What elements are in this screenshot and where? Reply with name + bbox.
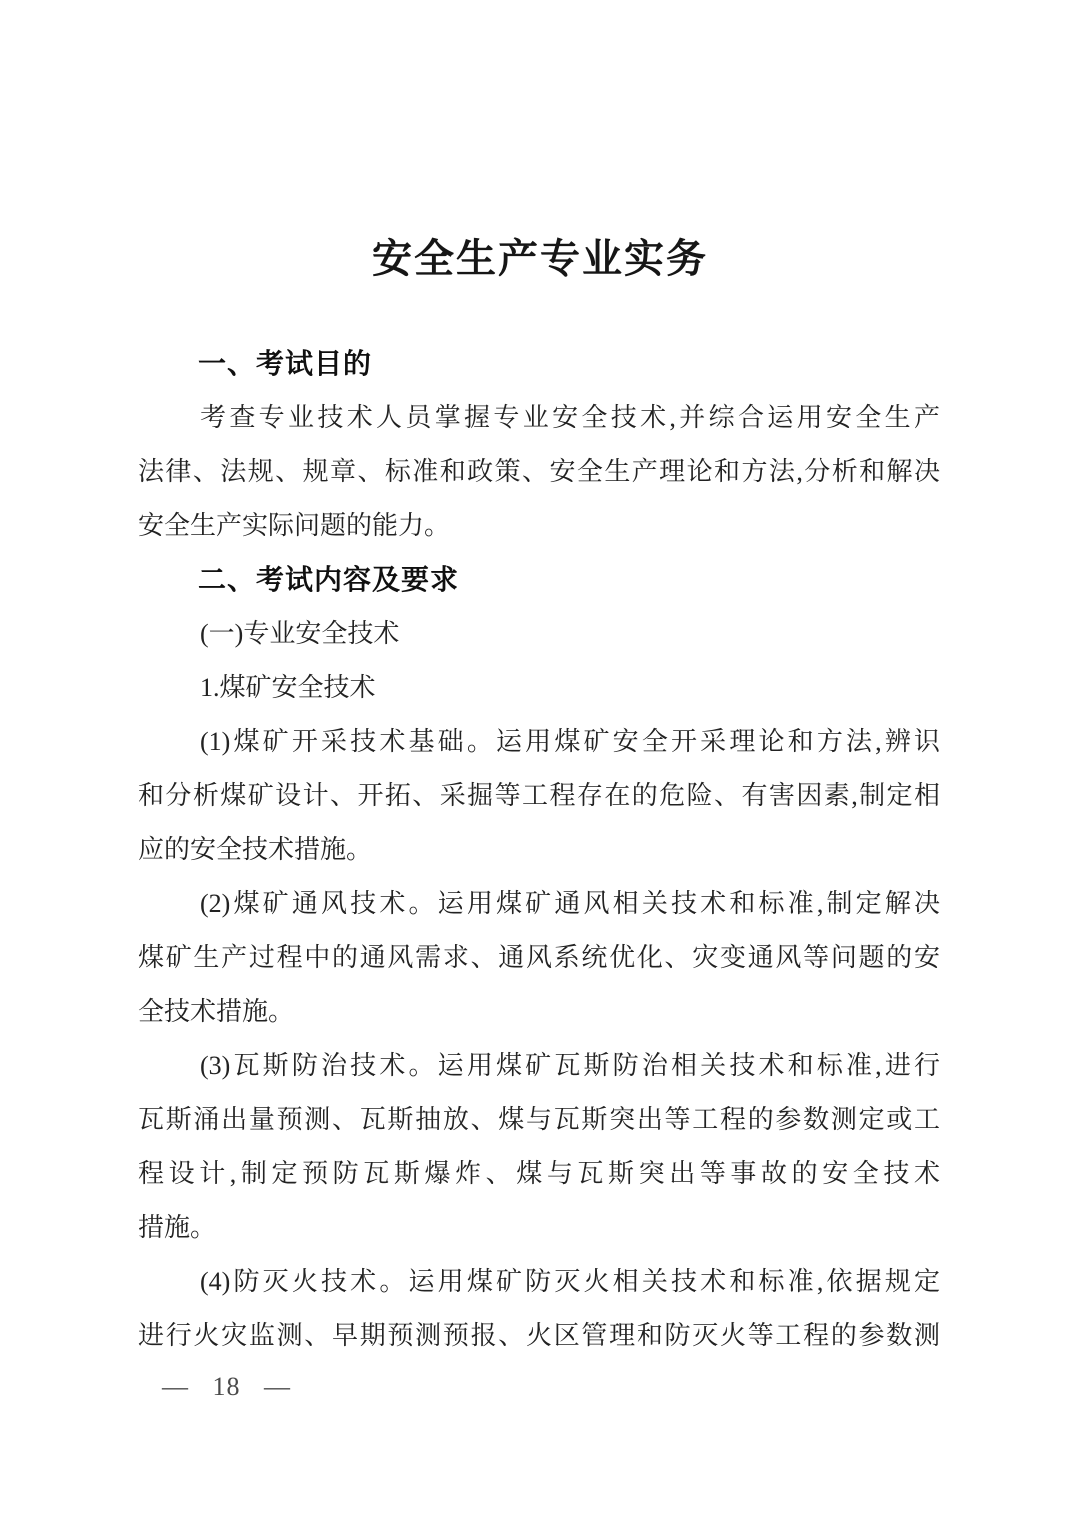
doc-content [138,337,940,1363]
body-line: 和分析煤矿设计、开拓、采掘等工程存在的危险、有害因素,制定相 [138,781,940,810]
body-line: (4)防灭火技术。运用煤矿防灭火相关技术和标准,依据规定 [200,1267,940,1296]
body-line: 应的安全技术措施。 [138,835,373,864]
body-line: 措施。 [138,1213,217,1242]
section-heading-1: 一、考试目的 [198,348,373,379]
body-line: (3)瓦斯防治技术。运用煤矿瓦斯防治相关技术和标准,进行 [200,1051,940,1080]
body-line: (2)煤矿通风技术。运用煤矿通风相关技术和标准,制定解决 [200,889,940,918]
footer-dash-right: — [264,1372,291,1401]
body-line: 安全生产实际问题的能力。 [138,511,451,540]
subsection-heading: (一)专业安全技术 [200,619,400,648]
subsection-heading: 1.煤矿安全技术 [200,673,376,702]
body-line: 法律、法规、规章、标准和政策、安全生产理论和方法,分析和解决 [138,457,940,486]
page-footer [162,1369,1080,1405]
body-line: 考查专业技术人员掌握专业安全技术,并综合运用安全生产 [200,403,940,432]
page-number: 18 [212,1372,241,1401]
body-line: 煤矿生产过程中的通风需求、通风系统优化、灾变通风等问题的安 [138,943,940,972]
body-line: 程设计,制定预防瓦斯爆炸、煤与瓦斯突出等事故的安全技术 [138,1159,940,1188]
section-heading-2: 二、考试内容及要求 [198,564,460,595]
body-line: 进行火灾监测、早期预测预报、火区管理和防灭火等工程的参数测 [138,1321,940,1350]
body-line: 全技术措施。 [138,997,295,1026]
body-line: (1)煤矿开采技术基础。运用煤矿安全开采理论和方法,辨识 [200,727,940,756]
doc-title: 安全生产专业实务 [372,236,708,281]
body-line: 瓦斯涌出量预测、瓦斯抽放、煤与瓦斯突出等工程的参数测定或工 [138,1105,940,1134]
footer-dash-left: — [162,1372,189,1401]
